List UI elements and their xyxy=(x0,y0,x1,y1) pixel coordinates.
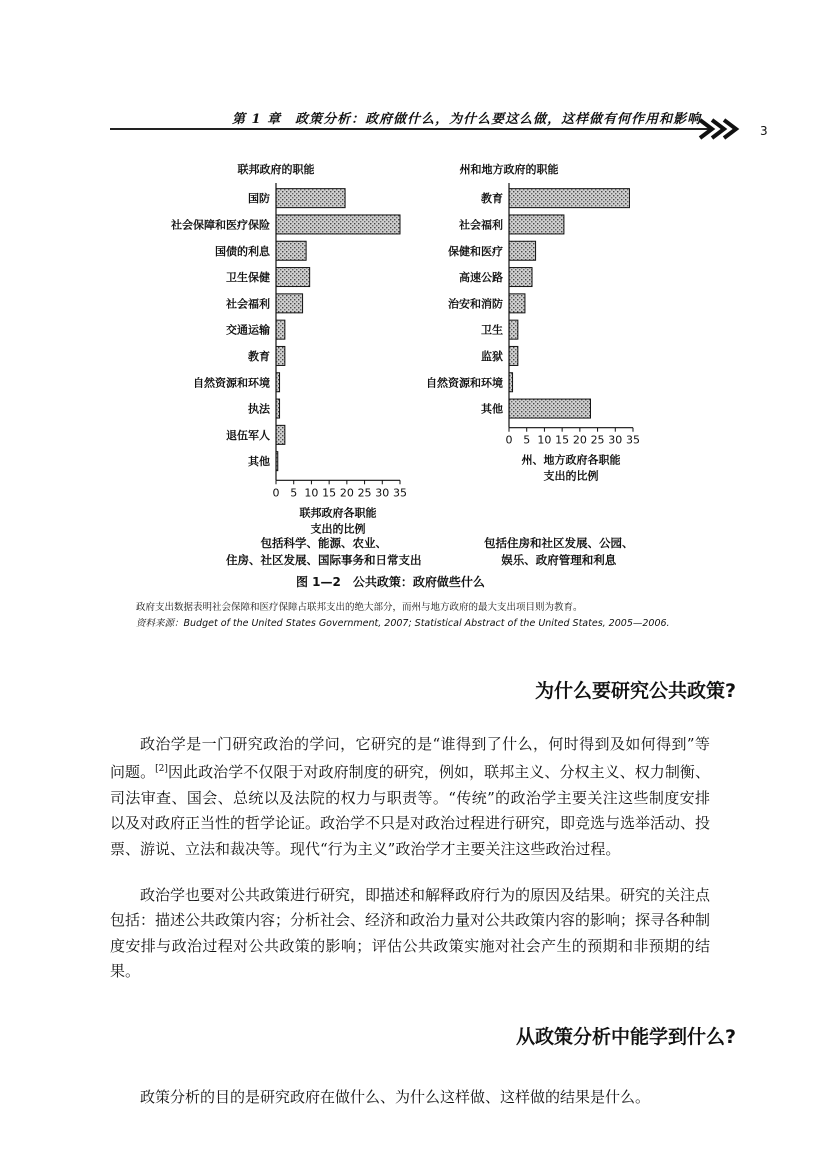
bar xyxy=(509,189,629,208)
category-label: 保健和医疗 xyxy=(448,244,503,258)
bar xyxy=(276,346,285,365)
category-label: 国债的利息 xyxy=(215,244,270,258)
category-label: 治安和消防 xyxy=(448,297,503,311)
bar xyxy=(509,346,518,365)
federal-functions-chart xyxy=(150,155,410,536)
x-axis-label: 州、地方政府各职能 xyxy=(521,453,621,467)
category-label: 其他 xyxy=(248,455,270,469)
category-label: 监狱 xyxy=(481,349,503,363)
category-label: 社会保障和医疗保险 xyxy=(171,218,270,232)
bar xyxy=(509,294,525,313)
bar xyxy=(276,215,400,234)
x-tick-label: 15 xyxy=(322,486,337,500)
category-label: 卫生 xyxy=(481,323,503,337)
bar xyxy=(276,241,306,260)
bar xyxy=(509,399,590,418)
x-tick-label: 10 xyxy=(537,433,552,447)
bar xyxy=(276,320,285,339)
bar xyxy=(509,241,536,260)
bar xyxy=(509,215,564,234)
federal-chart-note: 包括科学、能源、农业、 住房、社区发展、国际事务和日常支出 xyxy=(226,536,422,567)
x-axis-label: 联邦政府各职能 xyxy=(299,506,377,520)
figure-description: 政府支出数据表明社会保障和医疗保障占联邦支出的绝大部分，而州与地方政府的最大支出项目则为教育。 xyxy=(136,602,583,613)
bar xyxy=(276,268,310,287)
category-label: 自然资源和环境 xyxy=(426,376,503,390)
bar xyxy=(276,294,303,313)
x-tick-label: 5 xyxy=(523,433,531,447)
category-label: 其他 xyxy=(481,402,503,416)
section-heading-what-learn: 从政策分析中能学到什么? xyxy=(515,1026,736,1048)
x-tick-label: 25 xyxy=(357,486,372,500)
x-tick-label: 10 xyxy=(304,486,319,500)
footnote-reference[interactable]: [2] xyxy=(155,764,168,775)
figure-source: 资料来源：Budget of the United States Government, 2007; Statistical Abstract of the United States, 2005—2006. xyxy=(136,618,670,629)
category-label: 高速公路 xyxy=(459,271,503,285)
category-label: 社会福利 xyxy=(459,218,503,232)
state-chart-note: 包括住房和社区发展、公园、 娱乐、政府管理和利息 xyxy=(484,536,634,567)
x-tick-label: 0 xyxy=(505,433,513,447)
x-tick-label: 20 xyxy=(572,433,587,447)
bar xyxy=(276,425,285,444)
bar xyxy=(509,268,532,287)
chevron-right-icon xyxy=(698,114,744,144)
running-head-title: 第 1 章 政策分析：政府做什么，为什么要这么做，这样做有何作用和影响 xyxy=(232,112,702,127)
paragraph-public-policy: 政治学也要对公共政策进行研究，即描述和解释政府行为的原因及结果。研究的关注点包括：描述公共政策内容；分析社会、经济和政治力量对公共政策内容的影响；探寻各种制度安排与政治过程对公共政策的影响；评估公共政策实施对社会产生的预期和非预期的结果。 xyxy=(110,886,711,981)
x-tick-label: 35 xyxy=(393,486,407,500)
category-label: 卫生保健 xyxy=(226,271,270,285)
running-head-rule xyxy=(110,128,710,130)
x-tick-label: 20 xyxy=(339,486,354,500)
x-tick-label: 0 xyxy=(272,486,280,500)
x-axis-label: 支出的比例 xyxy=(310,522,366,536)
page-number: 3 xyxy=(760,124,768,138)
category-label: 社会福利 xyxy=(226,297,270,311)
chart-title: 联邦政府的职能 xyxy=(237,163,315,176)
bar xyxy=(276,189,345,208)
paragraph-political-science xyxy=(110,732,710,862)
paragraph-text: 因此政治学不仅限于对政府制度的研究，例如，联邦主义、分权主义、权力制衡、司法审查、国会、总统以及法院的权力与职责等。“传统”的政治学主要关注这些制度安排以及对政府正当性的哲学论证。政治学不只是对政治过程进行研究，即竞选与选举活动、投票、游说、立法和裁决等。现代“行为主义”政治学才主要关注这些政治过程。 xyxy=(110,763,711,858)
category-label: 交通运输 xyxy=(226,323,270,337)
category-label: 自然资源和环境 xyxy=(193,376,270,390)
x-tick-label: 25 xyxy=(590,433,605,447)
category-label: 执法 xyxy=(248,402,270,416)
section-heading-why-study: 为什么要研究公共政策? xyxy=(534,680,736,702)
x-tick-label: 35 xyxy=(626,433,640,447)
category-label: 教育 xyxy=(481,192,503,206)
category-label: 国防 xyxy=(248,192,270,206)
x-tick-label: 30 xyxy=(375,486,390,500)
paragraph-text: 政治学是一门研究政治的学问，它研究的是“谁得到了什么，何时得到及如何得到”等问题。 xyxy=(110,735,710,782)
state-local-functions-chart xyxy=(405,155,645,525)
chart-title: 州和地方政府的职能 xyxy=(459,163,559,176)
figure-caption: 图 1—2 公共政策：政府做些什么 xyxy=(296,575,485,589)
category-label: 教育 xyxy=(248,349,270,363)
x-tick-label: 30 xyxy=(608,433,623,447)
x-axis-label: 支出的比例 xyxy=(543,469,599,483)
paragraph-policy-analysis: 政策分析的目的是研究政府在做什么、为什么这样做、这样做的结果是什么。 xyxy=(140,1088,651,1106)
category-label: 退伍军人 xyxy=(226,428,270,442)
x-tick-label: 5 xyxy=(290,486,298,500)
bar xyxy=(509,320,518,339)
x-tick-label: 15 xyxy=(555,433,570,447)
